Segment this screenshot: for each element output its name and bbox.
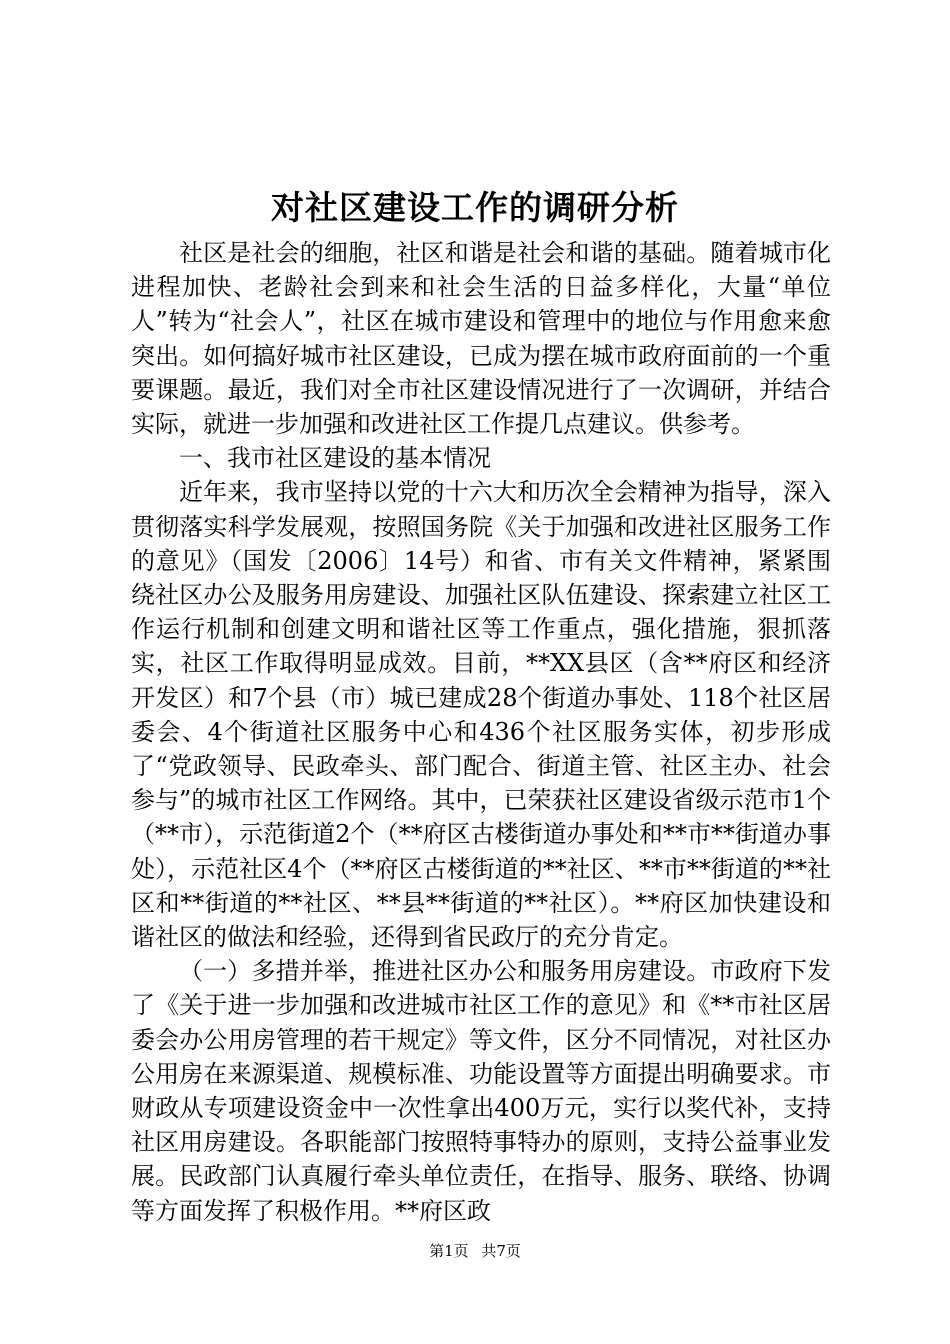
page-footer [0,1240,950,1261]
paragraph-intro: 社区是社会的细胞，社区和谐是社会和谐的基础。随着城市化进程加快、老龄社会到来和社会生活的日益多样化，大量“单位人”转为“社会人”，社区在城市建设和管理中的地位与作用愈来愈突出。如何搞好城市社区建设，已成为摆在城市政府面前的一个重要课题。最近，我们对全市社区建设情况进行了一次调研，并结合实际，就进一步加强和改进社区工作提几点建议。供参考。 [131,239,831,439]
document-title: 对社区建设工作的调研分析 [271,188,679,227]
paragraph-subsection-1: （一）多措并举，推进社区办公和服务用房建设。市政府下发了《关于进一步加强和改进城市社区工作的意见》和《**市社区居委会办公用房管理的若干规定》等文件，区分不同情况，对社区办公用房在来源渠道、规模标准、功能设置等方面提出明确要求。市财政从专项建设资金中一次性拿出400万元，实行以奖代补，支持社区用房建设。各职能部门按照特事特办的原则，支持公益事业发展。民政部门认真履行牵头单位责任，在指导、服务、联络、协调等方面发挥了积极作用。**府区政 [131,957,831,1225]
paragraph-basic-situation: 近年来，我市坚持以党的十六大和历次全会精神为指导，深入贯彻落实科学发展观，按照国务院《关于加强和改进社区服务工作的意见》（国发〔2006〕14号）和省、市有关文件精神，紧紧围绕社区办公及服务用房建设、加强社区队伍建设、探索建立社区工作运行机制和创建文明和谐社区等工作重点，强化措施，狠抓落实，社区工作取得明显成效。目前，**XX县区（含**府区和经济开发区）和7个县（市）城已建成28个街道办事处、118个社区居委会、4个街道社区服务中心和436个社区服务实体，初步形成了“党政领导、民政牵头、部门配合、街道主管、社区主办、社会参与”的城市社区工作网络。其中，已荣获社区建设省级示范市1个（**市），示范街道2个（**府区古楼街道办事处和**市**街道办事处），示范社区4个（**府区古楼街道的**社区、**市**街道的**社区和**街道的**社区、**县**街道的**社区）。**府区加快建设和谐社区的做法和经验，还得到省民政厅的充分肯定。 [131,478,831,952]
document-body [131,236,831,1228]
page-total: 共7页 [481,1242,521,1260]
section-heading-1: 一、我市社区建设的基本情况 [179,444,491,473]
page-number: 第1页 [429,1242,469,1260]
